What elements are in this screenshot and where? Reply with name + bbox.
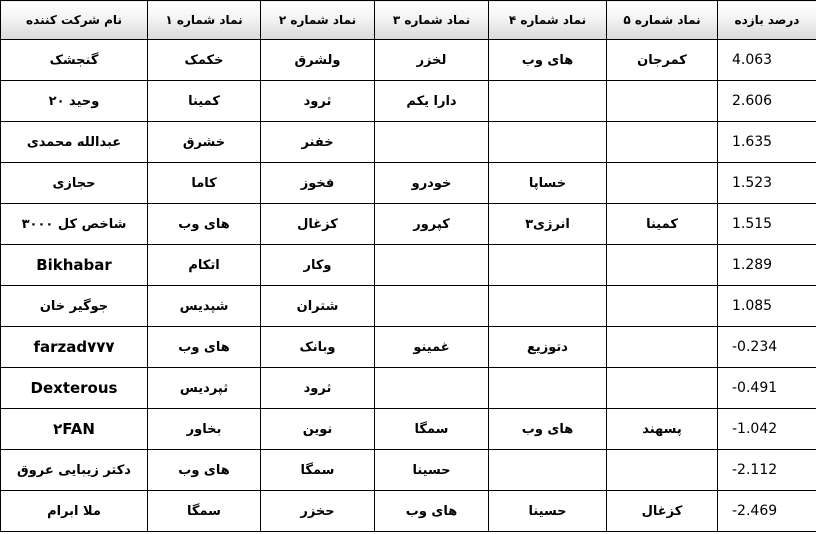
- symbol-2-cell: ثرود: [261, 81, 375, 122]
- symbol-2-cell: وکار: [261, 245, 375, 286]
- header-symbol-2: نماد شماره ۲: [261, 1, 375, 40]
- symbol-5-cell: [607, 327, 718, 368]
- symbol-4-cell: حسینا: [489, 491, 607, 532]
- return-percent-cell: -0.491: [718, 368, 816, 409]
- return-percent-cell: 1.523: [718, 163, 816, 204]
- return-percent-cell: 4.063: [718, 40, 816, 81]
- symbol-1-cell: کاما: [148, 163, 261, 204]
- symbol-3-cell: [375, 122, 489, 163]
- symbol-3-cell: های وب: [375, 491, 489, 532]
- symbol-5-cell: [607, 122, 718, 163]
- participant-name-cell: Bikhabar: [1, 245, 148, 286]
- symbol-2-cell: خفنر: [261, 122, 375, 163]
- header-symbol-1: نماد شماره ۱: [148, 1, 261, 40]
- table-row: [1, 327, 816, 368]
- table-row: [1, 491, 816, 532]
- participant-name-cell: عبدالله محمدی: [1, 122, 148, 163]
- table-row: [1, 81, 816, 122]
- return-percent-cell: -2.469: [718, 491, 816, 532]
- table-row: [1, 286, 816, 327]
- symbol-4-cell: انرژی۳: [489, 204, 607, 245]
- symbol-1-cell: خشرق: [148, 122, 261, 163]
- table-row: [1, 245, 816, 286]
- header-participant-name: نام شرکت کننده: [1, 1, 148, 40]
- participant-name-cell: جوگیر خان: [1, 286, 148, 327]
- participant-name-cell: ملا ابرام: [1, 491, 148, 532]
- return-percent-cell: 1.085: [718, 286, 816, 327]
- symbol-3-cell: لخزر: [375, 40, 489, 81]
- symbol-4-cell: [489, 81, 607, 122]
- symbol-1-cell: های وب: [148, 204, 261, 245]
- symbol-5-cell: [607, 81, 718, 122]
- symbol-3-cell: دارا یکم: [375, 81, 489, 122]
- symbol-1-cell: اتکام: [148, 245, 261, 286]
- symbol-1-cell: سمگا: [148, 491, 261, 532]
- return-percent-cell: 1.515: [718, 204, 816, 245]
- header-return-percent: درصد بازده: [718, 1, 816, 40]
- symbol-5-cell: کمرجان: [607, 40, 718, 81]
- table-row: [1, 204, 816, 245]
- symbol-4-cell: [489, 286, 607, 327]
- symbol-3-cell: [375, 368, 489, 409]
- header-symbol-3: نماد شماره ۳: [375, 1, 489, 40]
- symbol-5-cell: پسهند: [607, 409, 718, 450]
- participant-name-cell: شاخص کل ۳۰۰۰: [1, 204, 148, 245]
- symbol-3-cell: غمینو: [375, 327, 489, 368]
- header-row: [1, 1, 816, 40]
- table-row: [1, 409, 816, 450]
- header-symbol-4: نماد شماره ۴: [489, 1, 607, 40]
- symbol-3-cell: [375, 286, 489, 327]
- return-percent-cell: 2.606: [718, 81, 816, 122]
- symbol-3-cell: خودرو: [375, 163, 489, 204]
- symbol-2-cell: نوین: [261, 409, 375, 450]
- symbol-3-cell: کپرور: [375, 204, 489, 245]
- participant-name-cell: وحید ۲۰: [1, 81, 148, 122]
- symbol-1-cell: های وب: [148, 327, 261, 368]
- symbol-5-cell: [607, 368, 718, 409]
- symbol-5-cell: [607, 286, 718, 327]
- symbol-4-cell: [489, 122, 607, 163]
- participant-name-cell: حجازی: [1, 163, 148, 204]
- participant-name-cell: Dexterous: [1, 368, 148, 409]
- symbol-4-cell: [489, 368, 607, 409]
- symbol-1-cell: خکمک: [148, 40, 261, 81]
- symbol-4-cell: های وب: [489, 40, 607, 81]
- symbol-1-cell: ثپردیس: [148, 368, 261, 409]
- symbol-3-cell: سمگا: [375, 409, 489, 450]
- participant-name-cell: دکتر زیبایی عروق: [1, 450, 148, 491]
- symbol-2-cell: ولشرق: [261, 40, 375, 81]
- table-row: [1, 450, 816, 491]
- symbol-2-cell: سمگا: [261, 450, 375, 491]
- symbol-5-cell: [607, 245, 718, 286]
- symbol-5-cell: [607, 450, 718, 491]
- symbol-3-cell: حسینا: [375, 450, 489, 491]
- return-percent-cell: 1.635: [718, 122, 816, 163]
- return-percent-cell: -1.042: [718, 409, 816, 450]
- table-row: [1, 163, 816, 204]
- symbol-2-cell: کزغال: [261, 204, 375, 245]
- table-row: [1, 122, 816, 163]
- symbol-1-cell: کمینا: [148, 81, 261, 122]
- symbol-4-cell: دتوزیع: [489, 327, 607, 368]
- symbol-1-cell: شپدیس: [148, 286, 261, 327]
- symbol-2-cell: وبانک: [261, 327, 375, 368]
- symbol-1-cell: های وب: [148, 450, 261, 491]
- symbol-5-cell: کزغال: [607, 491, 718, 532]
- symbol-5-cell: [607, 163, 718, 204]
- return-percent-cell: -2.112: [718, 450, 816, 491]
- symbol-2-cell: فخوز: [261, 163, 375, 204]
- symbol-2-cell: ثرود: [261, 368, 375, 409]
- symbol-4-cell: های وب: [489, 409, 607, 450]
- symbol-3-cell: [375, 245, 489, 286]
- header-symbol-5: نماد شماره ۵: [607, 1, 718, 40]
- participant-name-cell: farzad۷۷۷: [1, 327, 148, 368]
- return-percent-cell: 1.289: [718, 245, 816, 286]
- symbol-4-cell: [489, 245, 607, 286]
- symbol-4-cell: [489, 450, 607, 491]
- symbol-4-cell: خساپا: [489, 163, 607, 204]
- participant-name-cell: گنجشک: [1, 40, 148, 81]
- return-percent-cell: -0.234: [718, 327, 816, 368]
- symbol-2-cell: شتران: [261, 286, 375, 327]
- symbol-2-cell: حخزر: [261, 491, 375, 532]
- symbol-1-cell: بخاور: [148, 409, 261, 450]
- symbol-5-cell: کمینا: [607, 204, 718, 245]
- table-row: [1, 368, 816, 409]
- table-row: [1, 40, 816, 81]
- participant-name-cell: ۲FAN: [1, 409, 148, 450]
